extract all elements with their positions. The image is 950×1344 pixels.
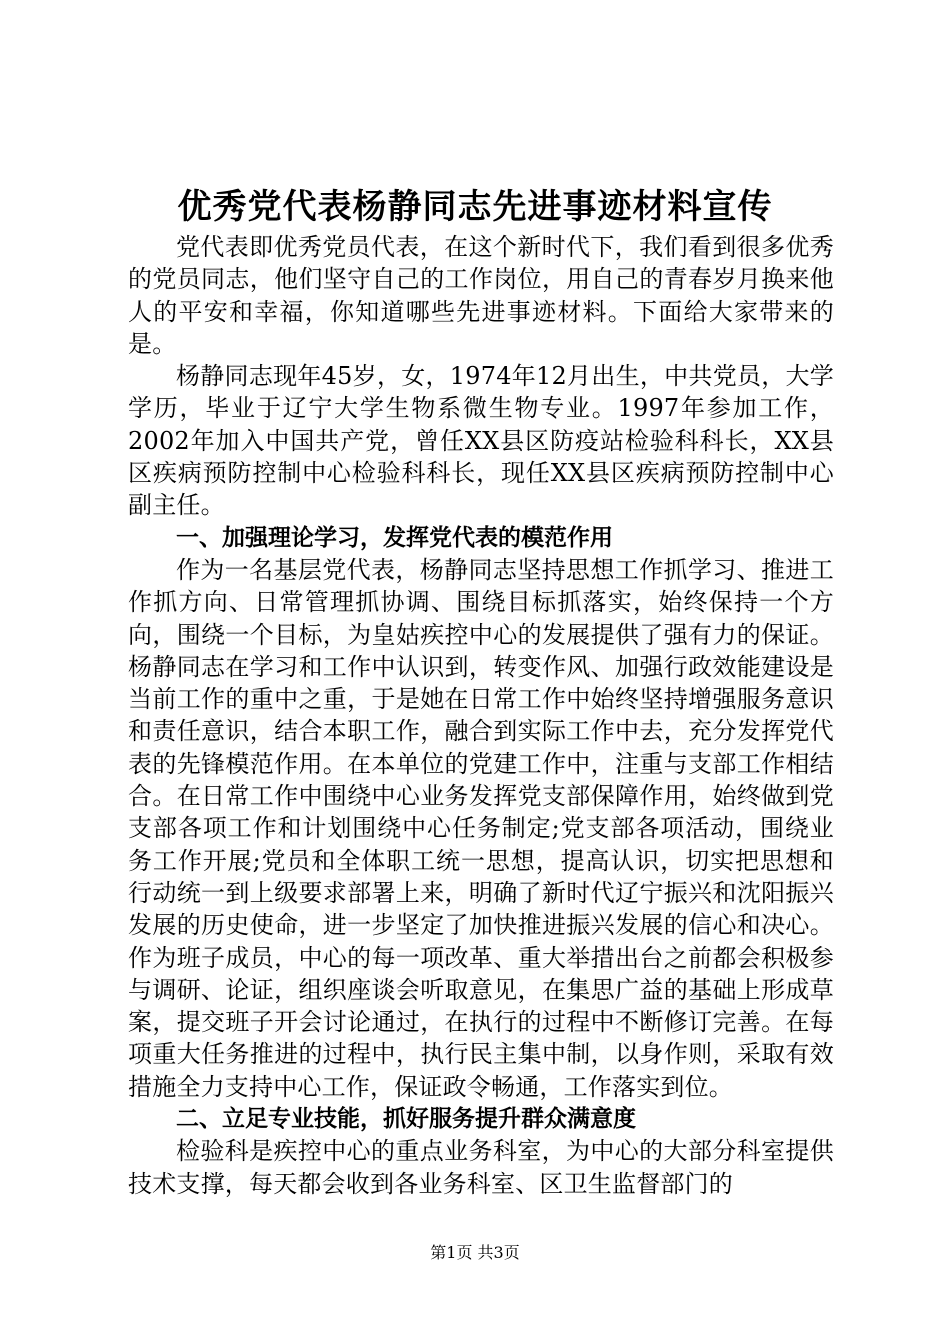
section2-heading: 二、立足专业技能，抓好服务提升群众满意度 <box>176 1106 636 1133</box>
document-body <box>128 231 834 1200</box>
page-number-footer: 第1页 共3页 <box>430 1243 520 1262</box>
section1-paragraph: 作为一名基层党代表，杨静同志坚持思想工作抓学习、推进工作抓方向、日常管理抓协调、围绕目标抓落实，始终保持一个方向，围绕一个目标，为皇姑疾控中心的发展提供了强有力的保证。杨静同志在学习和工作中认识到，转变作风、加强行政效能建设是当前工作的重中之重，于是她在日常工作中始终坚持增强服务意识和责任意识，结合本职工作，融合到实际工作中去，充分发挥党代表的先锋模范作用。在本单位的党建工作中，注重与支部工作相结合。在日常工作中围绕中心业务发挥党支部保障作用，始终做到党支部各项工作和计划围绕中心任务制定;党支部各项活动，围绕业务工作开展;党员和全体职工统一思想，提高认识，切实把思想和行动统一到上级要求部署上来，明确了新时代辽宁振兴和沈阳振兴发展的历史使命，进一步坚定了加快推进振兴发展的信心和决心。作为班子成员，中心的每一项改革、重大举措出台之前都会积极参与调研、论证，组织座谈会听取意见，在集思广益的基础上形成草案，提交班子开会讨论通过，在执行的过程中不断修订完善。在每项重大任务推进的过程中，执行民主集中制，以身作则，采取有效措施全力支持中心工作，保证政令畅通，工作落实到位。 <box>128 555 834 1101</box>
section2-paragraph: 检验科是疾控中心的重点业务科室，为中心的大部分科室提供技术支撑，每天都会收到各业务科室、区卫生监督部门的 <box>128 1137 834 1198</box>
intro-paragraph: 党代表即优秀党员代表，在这个新时代下，我们看到很多优秀的党员同志，他们坚守自己的工作岗位，用自己的青春岁月换来他人的平安和幸福，你知道哪些先进事迹材料。下面给大家带来的是。 <box>128 233 834 358</box>
bio-paragraph: 杨静同志现年45岁，女，1974年12月出生，中共党员，大学学历，毕业于辽宁大学生物系微生物专业。1997年参加工作，2002年加入中国共产党，曾任XX县区防疫站检验科科长，XX县区疾病预防控制中心检验科科长，现任XX县区疾病预防控制中心副主任。 <box>128 362 834 520</box>
section1-heading: 一、加强理论学习，发挥党代表的模范作用 <box>176 524 613 551</box>
document-title: 优秀党代表杨静同志先进事迹材料宣传 <box>177 187 773 227</box>
